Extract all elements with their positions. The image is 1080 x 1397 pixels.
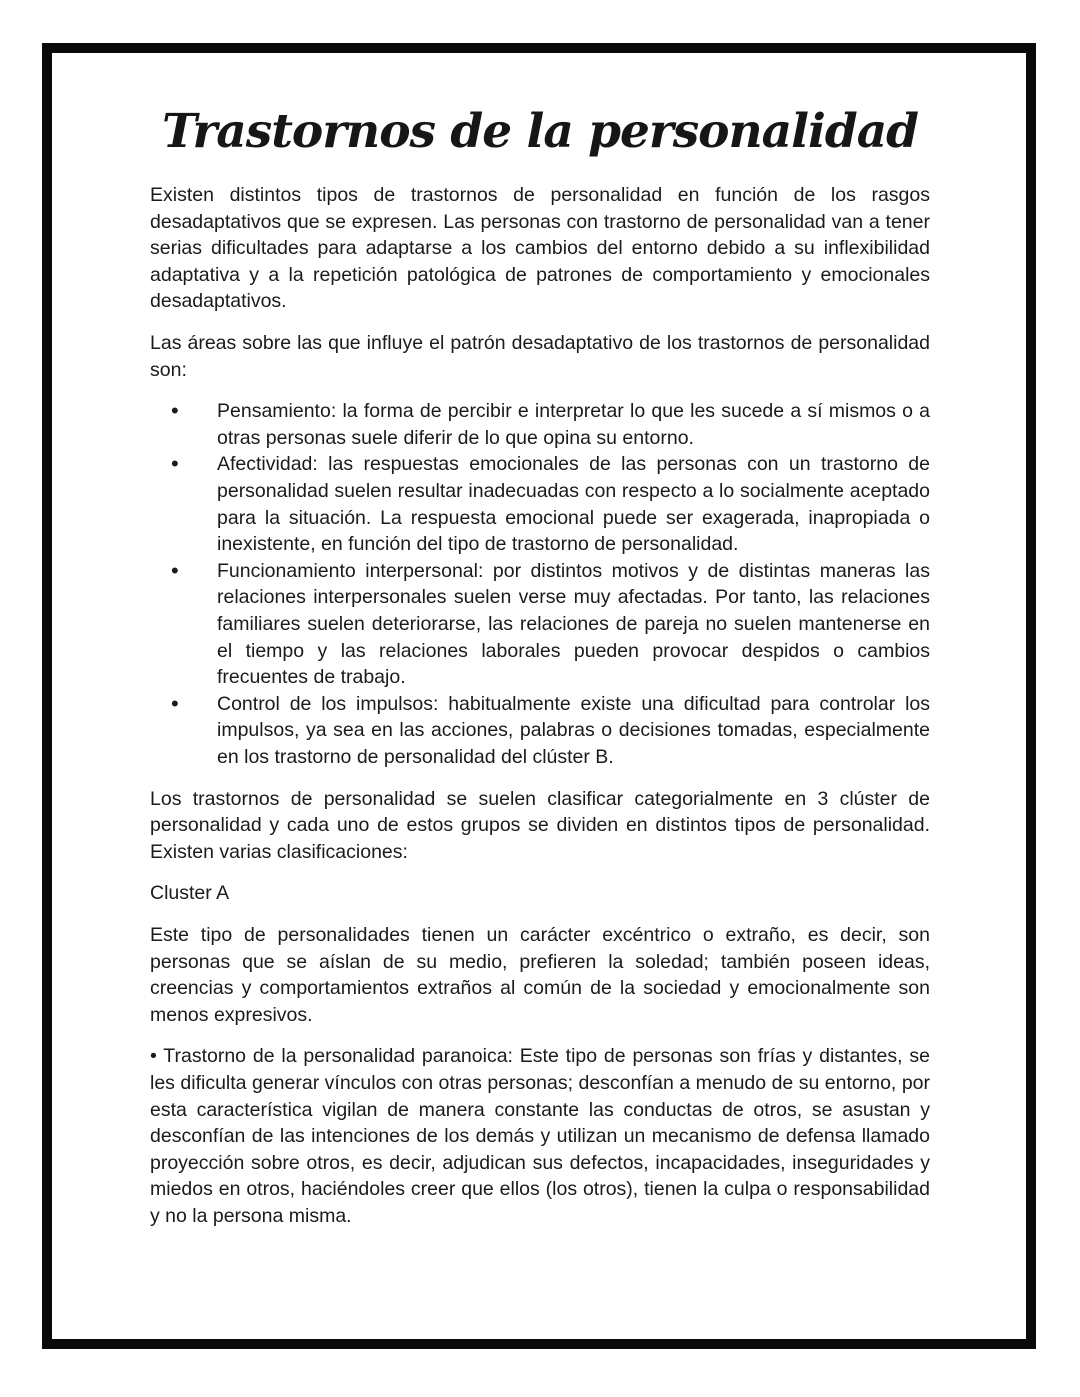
intro-paragraph: Existen distintos tipos de trastornos de personalidad en función de los rasgos desadaptativos que se expresen. Las personas con trastorno de personalidad van a tener serias dificultades para adaptarse a los cambios del entorno debido a su inflexibilidad adaptativa y a la repetición patológica de patrones de comportamiento y emocionales desadaptativos. [150,184,930,313]
areas-bullet-list [150,398,930,770]
areas-paragraph: Las áreas sobre las que influye el patrón desadaptativo de los trastornos de personalidad son: [150,332,930,381]
cluster-a-description-paragraph: Este tipo de personalidades tienen un carácter excéntrico o extraño, es decir, son personas que se aíslan de su medio, prefieren la soledad; también poseen ideas, creencias y comportamientos extraños al común de la sociedad y emocionalmente son menos expresivos. [150,923,930,1026]
bullet-item-control-impulsos: • Control de los impulsos: habitualmente existe una dificultad para controlar los impulsos, ya sea en las acciones, palabras o decisiones tomadas, especialmente en los trastorno de personalidad del clúster B. [217,691,930,771]
paranoid-personality-paragraph: • Trastorno de la personalidad paranoica: Este tipo de personas son frías y distantes, se les dificulta generar vínculos con otras personas; desconfían a menudo de su entorno, por esta característica vigilan de manera constante las conductas de otros, se asustan y desconfían de las intenciones de los demás y utilizan un mecanismo de defensa llamado proyección sobre otros, es decir, adjudican sus defectos, incapacidades, inseguridades y miedos en otros, haciéndoles creer que ellos (los otros), tienen la culpa o responsabilidad y no la persona misma. [150,1045,930,1227]
page-title: Trastornos de la personalidad [161,104,919,159]
bullet-item-funcionamiento-interpersonal: • Funcionamiento interpersonal: por distintos motivos y de distintas maneras las relaciones interpersonales suelen verse muy afectadas. Por tanto, las relaciones familiares suelen deteriorarse, las relaciones de pareja no suelen mantenerse en el tiempo y las relaciones laborales pueden provocar despidos o cambios frecuentes de trabajo. [217,558,930,691]
cluster-a-heading: Cluster A [150,882,230,905]
bullet-item-afectividad: • Afectividad: las respuestas emocionales de las personas con un trastorno de personalidad suelen resultar inadecuadas con respecto a lo socialmente aceptado para la situación. La respuesta emocional puede ser exagerada, inapropiada o inexistente, en función del tipo de trastorno de personalidad. [217,451,930,557]
bullet-item-pensamiento: • Pensamiento: la forma de percibir e interpretar lo que les sucede a sí mismos o a otras personas suele diferir de lo que opina su entorno. [217,398,930,451]
clusters-classification-paragraph: Los trastornos de personalidad se suelen clasificar categorialmente en 3 clúster de personalidad y cada uno de estos grupos se dividen en distintos tipos de personalidad. Existen varias clasificaciones: [150,787,930,863]
document-content [52,53,1026,1229]
page-border-frame [42,43,1036,1349]
